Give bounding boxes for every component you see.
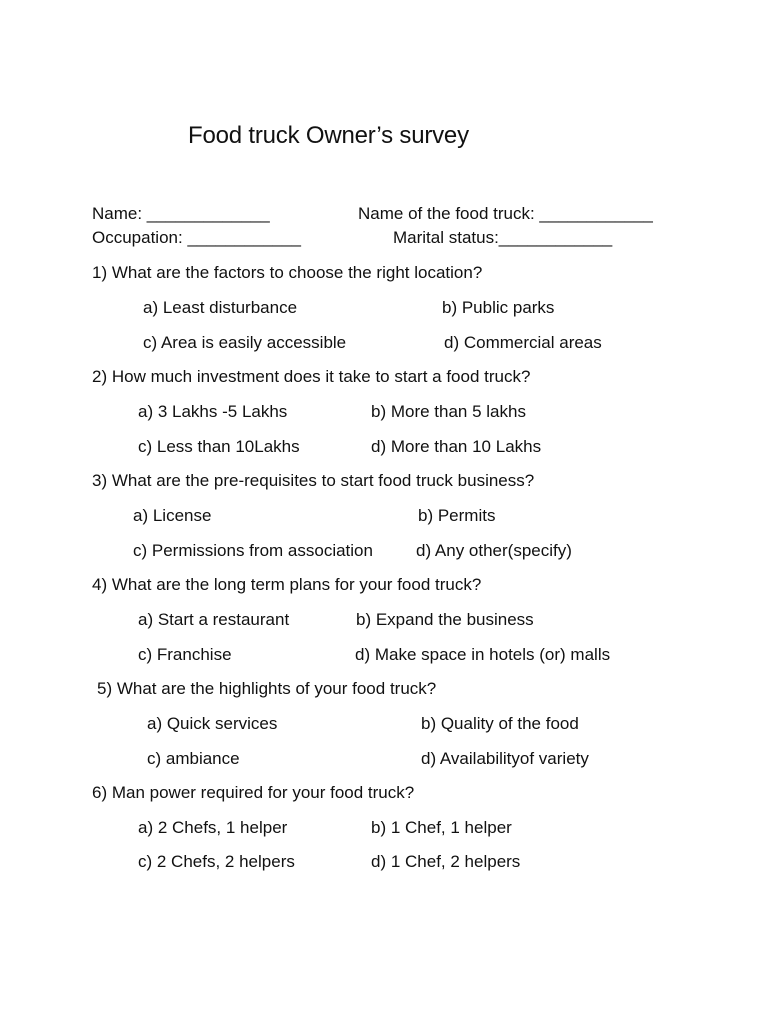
question-3-option-c: c) Permissions from association [133,541,373,560]
question-4-option-d: d) Make space in hotels (or) malls [355,645,611,664]
question-6-option-b: b) 1 Chef, 1 helper [371,818,512,837]
question-1-option-d: d) Commercial areas [444,333,602,352]
question-4: 4) What are the long term plans for your food truck? [92,575,482,594]
page-title: Food truck Owner’s survey [188,122,469,149]
question-1-option-c: c) Area is easily accessible [143,333,347,352]
question-2-option-a: a) 3 Lakhs -5 Lakhs [138,402,288,421]
question-4-option-b: b) Expand the business [356,610,534,629]
question-2-option-c: c) Less than 10Lakhs [138,437,300,456]
question-4-option-c: c) Franchise [138,645,232,664]
question-6-option-a: a) 2 Chefs, 1 helper [138,818,288,837]
question-5-option-a: a) Quick services [147,714,278,733]
question-1: 1) What are the factors to choose the right location? [92,263,483,282]
question-5-option-d: d) Availabilityof variety [421,749,589,768]
occupation-field: Occupation: ____________ [92,228,301,247]
question-1-option-a: a) Least disturbance [143,298,298,317]
question-1-option-b: b) Public parks [442,298,555,317]
question-3: 3) What are the pre-requisites to start food truck business? [92,471,535,490]
food-truck-name-field: Name of the food truck: ____________ [358,204,653,223]
question-3-option-b: b) Permits [418,506,496,525]
question-3-option-d: d) Any other(specify) [416,541,572,560]
question-3-option-a: a) License [133,506,212,525]
question-5-option-c: c) ambiance [147,749,240,768]
question-4-option-a: a) Start a restaurant [138,610,290,629]
question-6-option-c: c) 2 Chefs, 2 helpers [138,852,295,871]
marital-status-field: Marital status:____________ [393,228,613,247]
question-6-option-d: d) 1 Chef, 2 helpers [371,852,521,871]
question-5-option-b: b) Quality of the food [421,714,579,733]
name-field: Name: _____________ [92,204,270,223]
question-2: 2) How much investment does it take to start a food truck? [92,367,531,386]
question-5: 5) What are the highlights of your food truck? [97,679,437,698]
question-6: 6) Man power required for your food truck? [92,783,415,802]
question-2-option-b: b) More than 5 lakhs [371,402,526,421]
question-2-option-d: d) More than 10 Lakhs [371,437,542,456]
